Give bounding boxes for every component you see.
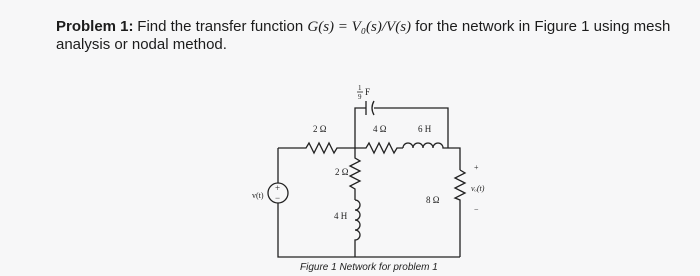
resistor-2ohm-top — [278, 143, 355, 153]
out-label: vₒ(t) — [471, 184, 485, 193]
wire-right-top — [448, 148, 460, 170]
inductor-4h — [355, 200, 360, 257]
r4-label: 8 Ω — [426, 195, 440, 205]
cap-unit: F — [365, 87, 371, 97]
inductor-6h — [403, 143, 448, 148]
r3-label: 4 Ω — [373, 124, 387, 134]
problem-label: Problem 1: — [56, 18, 134, 35]
resistor-2ohm-middle — [350, 148, 360, 200]
transfer-function-formula: G(s) = V₀(s)/V(s) — [307, 19, 412, 35]
source-minus: − — [275, 193, 281, 203]
problem-text-before: Find the transfer function — [137, 18, 308, 35]
resistor-4ohm — [355, 143, 403, 153]
out-minus: − — [474, 205, 479, 214]
r2-label: 2 Ω — [335, 167, 349, 177]
source-label: v(t) — [252, 191, 264, 200]
figure-caption: Figure 1 Network for problem 1 — [300, 262, 438, 273]
wire-left-bottom — [278, 203, 460, 257]
resistor-8ohm — [455, 170, 465, 205]
r1-label: 2 Ω — [313, 124, 327, 134]
problem-text-after: for the network in Figure 1 using mesh analysis or nodal method. — [56, 18, 671, 53]
capacitor-plates — [366, 101, 374, 115]
cap-numerator: 1 — [358, 84, 362, 92]
l2-label: 4 H — [334, 211, 348, 221]
source-plus: + — [275, 183, 281, 193]
l1-label: 6 H — [418, 124, 432, 134]
out-plus: + — [474, 163, 479, 172]
cap-denominator: 9 — [358, 93, 362, 101]
